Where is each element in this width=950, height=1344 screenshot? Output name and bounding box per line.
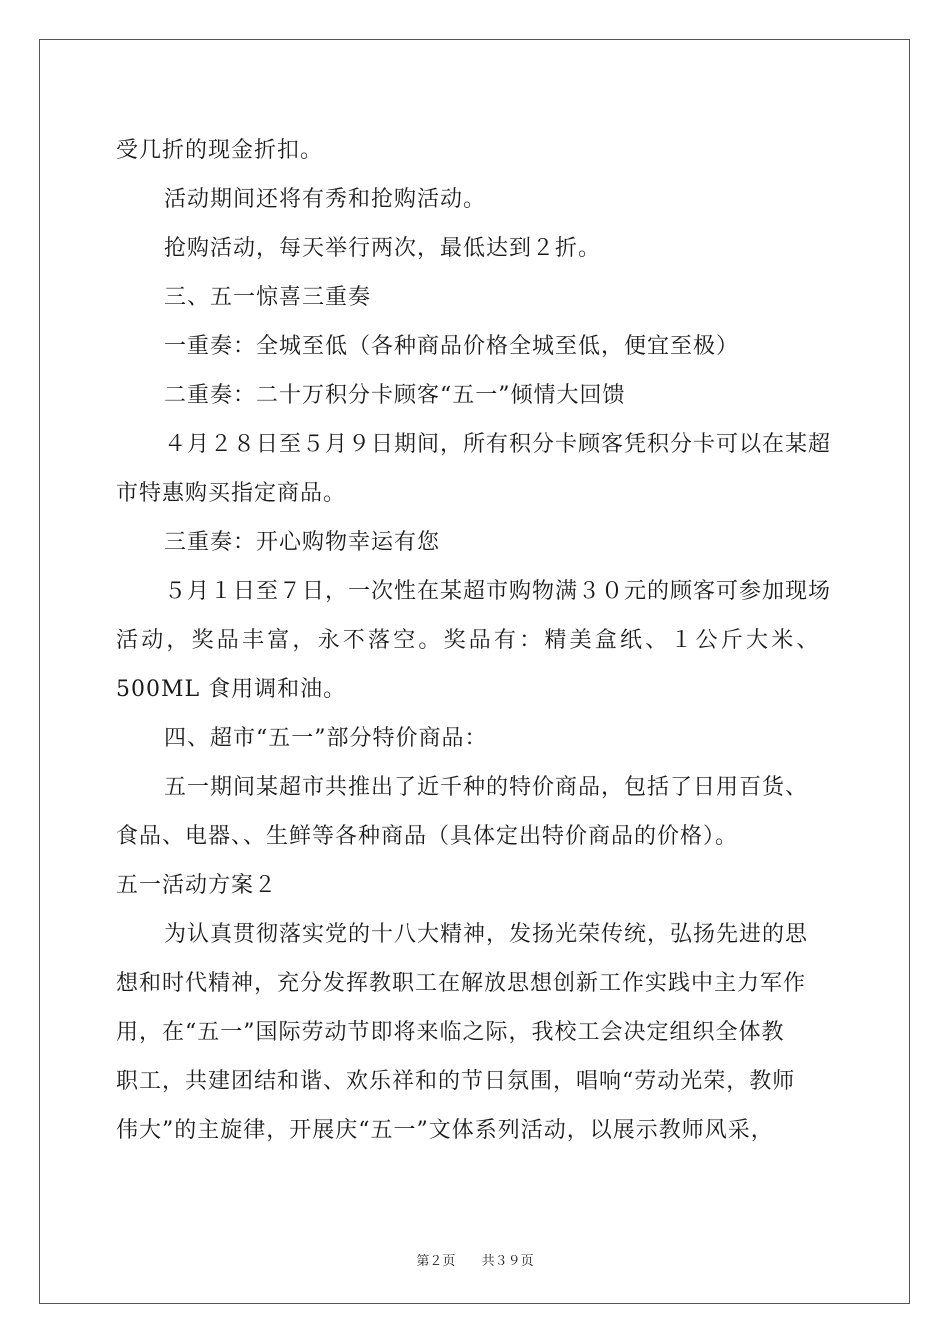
paragraph-line: 500ML 食用调和油。 (116, 677, 347, 702)
document-subtitle: 五一活动方案２ (116, 873, 278, 898)
paragraph-line: 市特惠购买指定商品。 (116, 481, 347, 506)
paragraph-line: 想和时代精神，充分发挥教职工在解放思想创新工作实践中主力军作 (116, 971, 807, 996)
section-heading: 四、超市“五一”部分特价商品： (164, 726, 488, 751)
paragraph-line: 五一期间某超市共推出了近千种的特价商品，包括了日用百货、 (164, 775, 809, 800)
paragraph-line: 二重奏：二十万积分卡顾客“五一”倾情大回馈 (164, 383, 626, 408)
paragraph-line: 一重奏：全城至低（各种商品价格全城至低，便宜至极） (164, 334, 740, 359)
section-heading: 三、五一惊喜三重奏 (164, 285, 372, 310)
document-body (116, 126, 832, 1155)
page-number: 第２页 (416, 1254, 456, 1269)
paragraph-line: 活动，奖品丰富，永不落空。奖品有：精美盒纸、１公斤大米、 (116, 628, 822, 653)
paragraph-line: 职工，共建团结和谐、欢乐祥和的节日氛围，唱响“劳动光荣，教师 (116, 1069, 796, 1094)
page-total: 共３９页 (481, 1254, 534, 1269)
paragraph-line: 受几折的现金折扣。 (116, 138, 324, 163)
paragraph-line: ４月２８日至５月９日期间，所有积分卡顾客凭积分卡可以在某超 (164, 432, 832, 457)
paragraph-line: ５月１日至７日，一次性在某超市购物满３０元的顾客可参加现场 (164, 579, 832, 604)
paragraph-line: 伟大”的主旋律，开展庆“五一”文体系列活动，以展示教师风采， (116, 1118, 774, 1143)
paragraph-line: 三重奏：开心购物幸运有您 (164, 530, 441, 555)
paragraph-line: 活动期间还将有秀和抢购活动。 (164, 187, 487, 212)
paragraph-line: 为认真贯彻落实党的十八大精神，发扬光荣传统，弘扬先进的思 (164, 922, 809, 947)
paragraph-line: 抢购活动，每天举行两次，最低达到２折。 (164, 236, 602, 261)
page-footer (0, 1250, 950, 1269)
paragraph-line: 食品、电器、、生鲜等各种商品（具体定出特价商品的价格）。 (116, 824, 739, 849)
paragraph-line: 用，在“五一”国际劳动节即将来临之际，我校工会决定组织全体教 (116, 1020, 785, 1045)
